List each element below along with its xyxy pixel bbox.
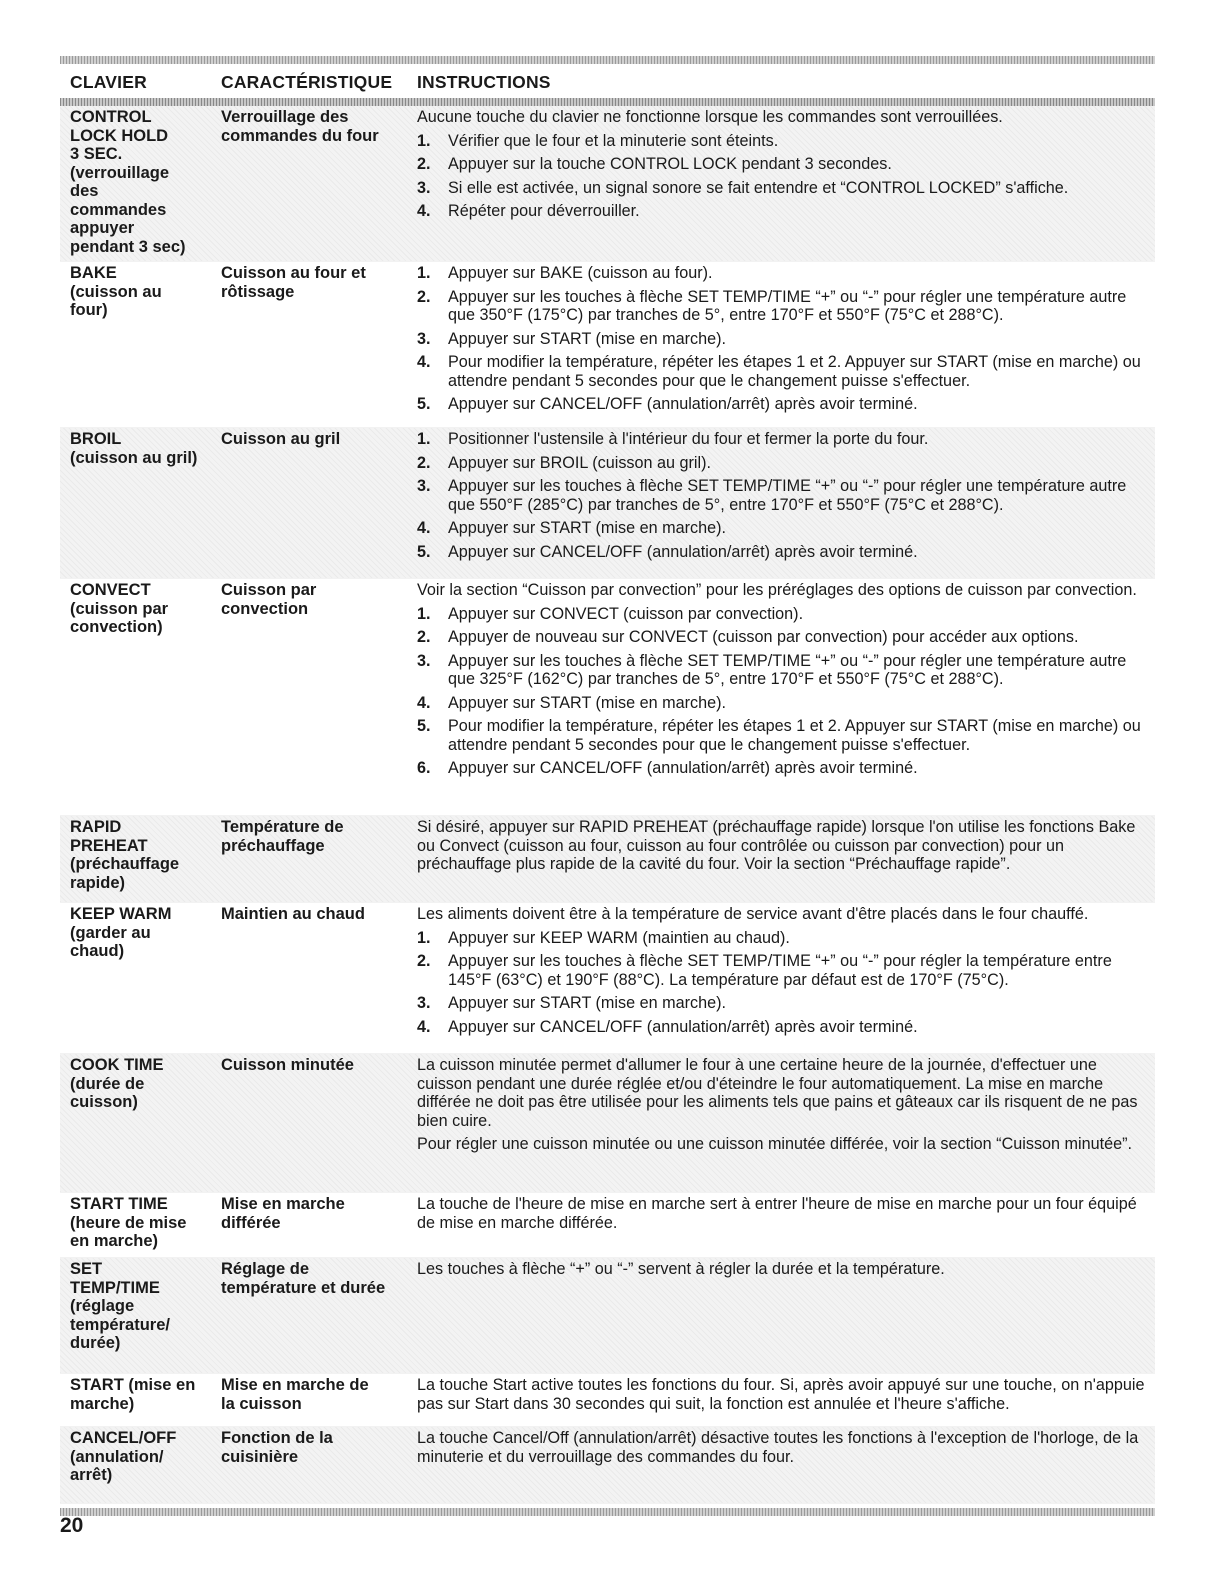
step-number: 4. xyxy=(417,693,431,712)
keypad-key-label: SET TEMP/TIME (réglage température/ durée) xyxy=(70,1260,170,1352)
instructions-cell xyxy=(417,1054,1155,1192)
step-text: Appuyer sur CANCEL/OFF (annulation/arrêt) après avoir terminé. xyxy=(448,395,918,413)
keypad-table xyxy=(60,56,1155,1516)
step-text: Appuyer sur BROIL (cuisson au gril). xyxy=(448,453,711,472)
instruction-step xyxy=(417,929,1149,948)
header-instructions: INSTRUCTIONS xyxy=(417,72,551,92)
feature-label: Cuisson au gril xyxy=(221,430,341,448)
feature-label: Température de préchauffage xyxy=(221,818,344,855)
step-text: Appuyer sur la touche CONTROL LOCK pendant 3 secondes. xyxy=(448,155,892,173)
instruction-steps xyxy=(417,132,1149,221)
keypad-key-label: CANCEL/OFF (annulation/ arrêt) xyxy=(70,1429,177,1484)
keypad-key-label: BAKE (cuisson au four) xyxy=(70,264,162,319)
instruction-step xyxy=(417,179,1149,198)
instruction-paragraph: Pour régler une cuisson minutée ou une cuisson minutée différée, voir la section “Cuisson minutée”. xyxy=(417,1135,1133,1153)
instruction-step xyxy=(417,717,1149,754)
instructions-cell xyxy=(417,1427,1155,1503)
step-text: Vérifier que le four et la minuterie sont éteints. xyxy=(448,131,779,150)
step-text: Si elle est activée, un signal sonore se fait entendre et “CONTROL LOCKED” s'affiche. xyxy=(448,178,1069,197)
page-number: 20 xyxy=(60,1514,84,1537)
table-row xyxy=(60,428,1155,579)
instruction-step xyxy=(417,628,1149,647)
step-text: Appuyer sur CANCEL/OFF (annulation/arrêt) après avoir terminé. xyxy=(448,1017,918,1036)
instruction-paragraph: La touche Start active toutes les fonctions du four. Si, après avoir appuyé sur une touche, on n'appuie pas sur Start dans 30 secondes qui suit, la fonction est annulée et l'heure s'affiche. xyxy=(417,1376,1145,1413)
table-row xyxy=(60,1258,1155,1374)
instructions-cell xyxy=(417,579,1155,815)
feature-label: Cuisson au four et rôtissage xyxy=(221,264,366,301)
instruction-step xyxy=(417,477,1149,514)
step-number: 1. xyxy=(417,430,431,448)
instruction-paragraph: La touche Cancel/Off (annulation/arrêt) désactive toutes les fonctions à l'exception de l'horloge, de la minuterie et du verrouillage des commandes du four. xyxy=(417,1429,1139,1466)
instruction-step xyxy=(417,155,1149,174)
keypad-key-label: CONTROL LOCK HOLD 3 SEC. (verrouillage des commandes appuyer pendant 3 sec) xyxy=(70,108,186,256)
step-number: 6. xyxy=(417,759,431,777)
instruction-steps xyxy=(417,929,1149,1037)
step-number: 2. xyxy=(417,287,431,306)
step-number: 5. xyxy=(417,542,431,561)
step-number: 3. xyxy=(417,329,431,348)
bottom-rule xyxy=(60,1508,1155,1516)
step-number: 1. xyxy=(417,604,431,623)
instruction-paragraph: La cuisson minutée permet d'allumer le four à une certaine heure de la journée, d'effectuer une cuisson pendant une durée réglée et/ou d'éteindre le four automatiquement. La mise en marche différée ne doit pas être utilisée pour les aliments tels que pains et gâteaux car ils risquent de ne pas bien cuire. xyxy=(417,1056,1138,1130)
step-number: 3. xyxy=(417,477,431,495)
keypad-key-label: START TIME (heure de mise en marche) xyxy=(70,1195,187,1250)
instruction-step xyxy=(417,454,1149,473)
step-number: 4. xyxy=(417,1017,431,1036)
table-row xyxy=(60,1054,1155,1193)
instruction-step xyxy=(417,132,1149,151)
instruction-step xyxy=(417,952,1149,989)
keypad-key-label: RAPID PREHEAT (préchauffage rapide) xyxy=(70,818,180,892)
step-number: 3. xyxy=(417,994,431,1012)
step-text: Pour modifier la température, répéter les étapes 1 et 2. Appuyer sur START (mise en marche) ou attendre pendant 5 secondes pour que le changement puisse s'effectuer. xyxy=(448,717,1141,754)
step-number: 1. xyxy=(417,264,431,282)
step-text: Appuyer sur CANCEL/OFF (annulation/arrêt) après avoir terminé. xyxy=(448,542,918,561)
step-number: 3. xyxy=(417,178,431,197)
step-number: 2. xyxy=(417,155,431,173)
keypad-key-label: START (mise en marche) xyxy=(70,1376,196,1413)
instruction-paragraph: Voir la section “Cuisson par convection” pour les préréglages des options de cuisson par convection. xyxy=(417,581,1137,599)
instructions-cell xyxy=(417,1374,1155,1426)
feature-label: Cuisson par convection xyxy=(221,581,317,618)
instruction-step xyxy=(417,694,1149,713)
instruction-paragraph: La touche de l'heure de mise en marche sert à entrer l'heure de mise en marche pour un four équipé de mise en marche différée. xyxy=(417,1195,1137,1232)
header-caracteristique: CARACTÉRISTIQUE xyxy=(221,72,393,92)
step-text: Appuyer sur les touches à flèche SET TEMP/TIME “+” ou “-” pour régler une température autre que 350°F (175°C) par tranches de 5°, entre 170°F et 550°F (75°C et 288°C). xyxy=(448,287,1127,324)
instruction-step xyxy=(417,353,1149,390)
instruction-step xyxy=(417,1018,1149,1037)
step-text: Appuyer sur CONVECT (cuisson par convection). xyxy=(448,604,804,623)
step-text: Appuyer sur START (mise en marche). xyxy=(448,693,726,712)
feature-label: Verrouillage des commandes du four xyxy=(221,108,379,145)
step-number: 2. xyxy=(417,628,431,646)
step-text: Appuyer sur les touches à flèche SET TEMP/TIME “+” ou “-” pour régler une température autre que 325°F (162°C) par tranches de 5°, entre 170°F et 550°F (75°C et 288°C). xyxy=(448,651,1127,688)
instruction-paragraph: Si désiré, appuyer sur RAPID PREHEAT (préchauffage rapide) lorsque l'on utilise les fonctions Bake ou Convect (cuisson au four, cuisson au four contrôlée ou cuisson par convection) pour un préchauffage plus rapide de la cavité du four. Voir la section “Préchauffage rapide”. xyxy=(417,818,1136,873)
keypad-key-label: BROIL (cuisson au gril) xyxy=(70,430,198,467)
step-number: 1. xyxy=(417,131,431,150)
step-number: 5. xyxy=(417,717,431,735)
keypad-key-label: KEEP WARM (garder au chaud) xyxy=(70,905,172,960)
table-row xyxy=(60,106,1155,262)
instruction-step xyxy=(417,330,1149,349)
table-body xyxy=(60,106,1155,1504)
instruction-step xyxy=(417,994,1149,1013)
step-text: Appuyer sur START (mise en marche). xyxy=(448,329,726,348)
instruction-paragraph: Les touches à flèche “+” ou “-” servent à régler la durée et la température. xyxy=(417,1260,945,1278)
keypad-key-label: COOK TIME (durée de cuisson) xyxy=(70,1056,164,1111)
step-text: Appuyer sur START (mise en marche). xyxy=(448,519,726,537)
instruction-step xyxy=(417,652,1149,689)
step-text: Appuyer sur START (mise en marche). xyxy=(448,994,726,1012)
instructions-cell xyxy=(417,903,1155,1053)
instruction-paragraph: Les aliments doivent être à la température de service avant d'être placés dans le four chauffé. xyxy=(417,905,1089,923)
instruction-step xyxy=(417,202,1149,221)
table-row xyxy=(60,1427,1155,1504)
feature-label: Mise en marche différée xyxy=(221,1195,345,1232)
step-text: Répéter pour déverrouiller. xyxy=(448,202,640,220)
feature-label: Fonction de la cuisinière xyxy=(221,1429,333,1466)
instruction-steps xyxy=(417,430,1149,561)
step-number: 4. xyxy=(417,353,431,371)
table-row xyxy=(60,262,1155,428)
instruction-steps xyxy=(417,264,1149,414)
instruction-paragraph: Aucune touche du clavier ne fonctionne lorsque les commandes sont verrouillées. xyxy=(417,108,1003,126)
step-number: 2. xyxy=(417,453,431,472)
step-number: 3. xyxy=(417,651,431,670)
feature-label: Mise en marche de la cuisson xyxy=(221,1376,369,1413)
step-text: Appuyer sur les touches à flèche SET TEMP/TIME “+” ou “-” pour régler la température entre 145°F (63°C) et 190°F (88°C). La température par défaut est de 170°F (75°C). xyxy=(448,952,1112,989)
instruction-step xyxy=(417,264,1149,283)
instruction-step xyxy=(417,430,1149,449)
header-rule xyxy=(60,98,1155,106)
step-text: Appuyer sur KEEP WARM (maintien au chaud). xyxy=(448,928,790,947)
instruction-step xyxy=(417,519,1149,538)
table-header xyxy=(60,64,1155,98)
table-row xyxy=(60,579,1155,816)
instructions-cell xyxy=(417,1193,1155,1257)
table-row xyxy=(60,1374,1155,1427)
table-row xyxy=(60,816,1155,903)
step-text: Appuyer de nouveau sur CONVECT (cuisson par convection) pour accéder aux options. xyxy=(448,628,1079,646)
step-number: 4. xyxy=(417,519,431,537)
header-clavier: CLAVIER xyxy=(70,72,147,92)
table-row xyxy=(60,903,1155,1054)
step-number: 1. xyxy=(417,928,431,947)
feature-label: Cuisson minutée xyxy=(221,1056,354,1074)
step-text: Appuyer sur BAKE (cuisson au four). xyxy=(448,264,713,282)
instructions-cell xyxy=(417,262,1155,427)
instruction-step xyxy=(417,395,1149,414)
instructions-cell xyxy=(417,1258,1155,1373)
feature-label: Réglage de température et durée xyxy=(221,1260,386,1297)
feature-label: Maintien au chaud xyxy=(221,905,365,923)
instruction-step xyxy=(417,605,1149,624)
step-number: 5. xyxy=(417,395,431,413)
instruction-steps xyxy=(417,605,1149,778)
instruction-step xyxy=(417,288,1149,325)
instructions-cell xyxy=(417,816,1155,902)
step-text: Appuyer sur les touches à flèche SET TEMP/TIME “+” ou “-” pour régler une température autre que 550°F (285°C) par tranches de 5°, entre 170°F et 550°F (75°C et 288°C). xyxy=(448,477,1127,514)
step-text: Pour modifier la température, répéter les étapes 1 et 2. Appuyer sur START (mise en marche) ou attendre pendant 5 secondes pour que le changement puisse s'effectuer. xyxy=(448,353,1141,390)
instruction-step xyxy=(417,543,1149,562)
instructions-cell xyxy=(417,106,1155,261)
instruction-step xyxy=(417,759,1149,778)
step-text: Appuyer sur CANCEL/OFF (annulation/arrêt) après avoir terminé. xyxy=(448,759,918,777)
keypad-key-label: CONVECT (cuisson par convection) xyxy=(70,581,169,636)
step-number: 2. xyxy=(417,952,431,970)
top-rule xyxy=(60,56,1155,64)
instructions-cell xyxy=(417,428,1155,578)
table-row xyxy=(60,1193,1155,1258)
step-number: 4. xyxy=(417,202,431,220)
step-text: Positionner l'ustensile à l'intérieur du four et fermer la porte du four. xyxy=(448,430,929,448)
